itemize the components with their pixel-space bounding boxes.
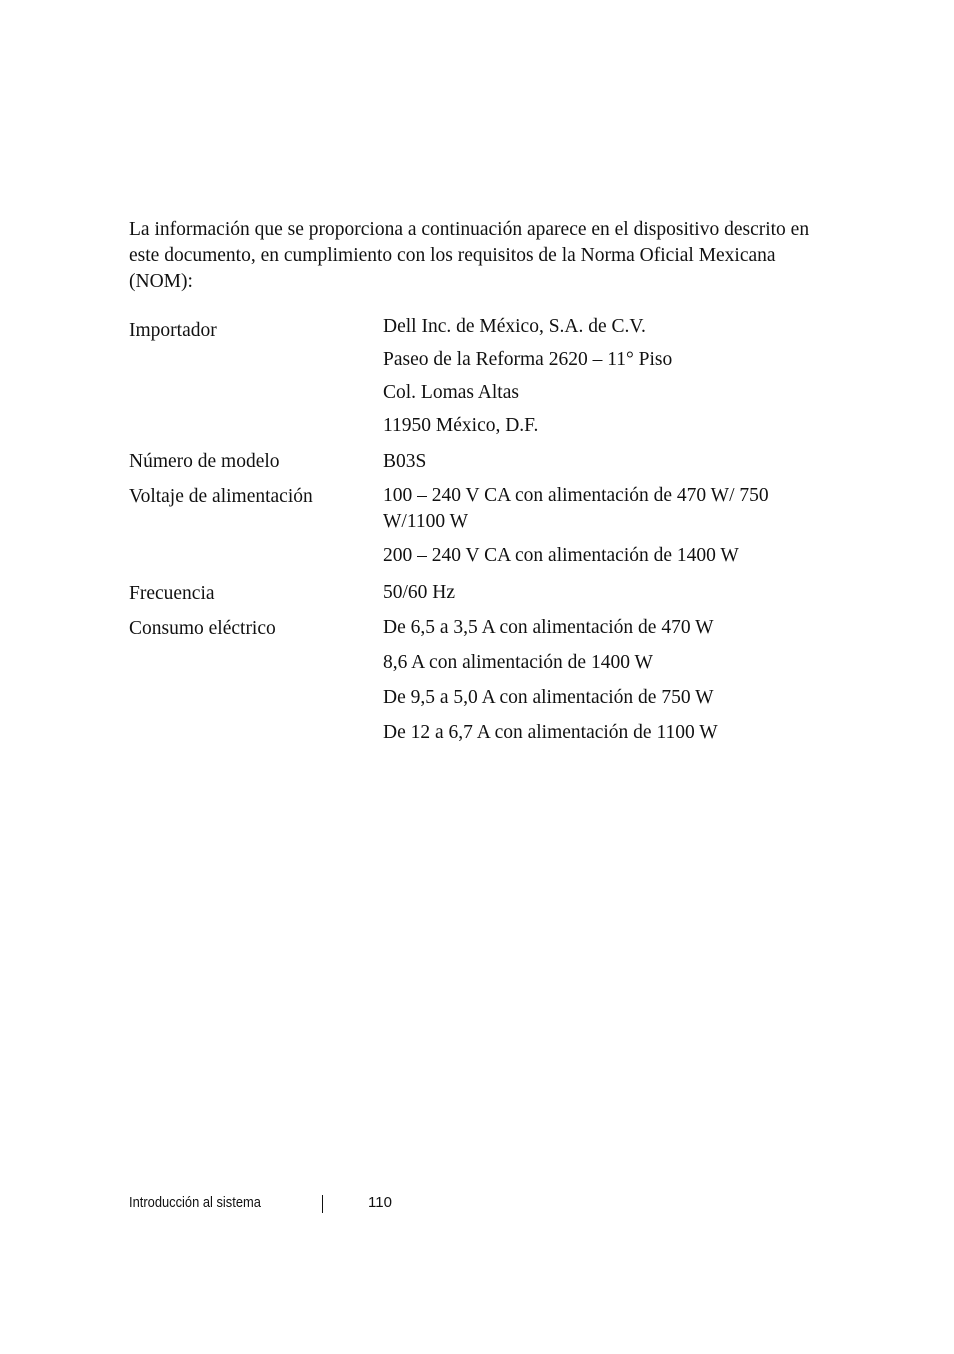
spec-value: Dell Inc. de México, S.A. de C.V. bbox=[383, 316, 646, 337]
spec-row-consumo bbox=[129, 617, 829, 760]
footer-separator bbox=[322, 1195, 323, 1213]
spec-row-importador bbox=[129, 314, 829, 456]
spec-label: Consumo eléctrico bbox=[129, 618, 276, 639]
footer-section-title: Introducción al sistema bbox=[129, 1194, 261, 1211]
spec-value: 8,6 A con alimentación de 1400 W bbox=[383, 652, 653, 673]
spec-label: Voltaje de alimentación bbox=[129, 486, 313, 507]
spec-value: Col. Lomas Altas bbox=[383, 382, 519, 403]
spec-row-voltaje bbox=[129, 485, 829, 585]
spec-value: De 9,5 a 5,0 A con alimentación de 750 W bbox=[383, 687, 714, 708]
spec-table bbox=[129, 314, 829, 760]
spec-value: Paseo de la Reforma 2620 – 11° Piso bbox=[383, 349, 673, 370]
spec-value: De 12 a 6,7 A con alimentación de 1100 W bbox=[383, 722, 718, 743]
spec-value: 100 – 240 V CA con alimentación de 470 W/ 750 W/1100 W bbox=[383, 485, 769, 532]
spec-value: 11950 México, D.F. bbox=[383, 415, 539, 436]
spec-value: B03S bbox=[383, 451, 427, 472]
spec-value: 200 – 240 V CA con alimentación de 1400 W bbox=[383, 545, 739, 566]
spec-value: De 6,5 a 3,5 A con alimentación de 470 W bbox=[383, 617, 714, 638]
spec-value: 50/60 Hz bbox=[383, 582, 456, 603]
spec-label: Número de modelo bbox=[129, 451, 280, 472]
intro-paragraph: La información que se proporciona a continuación aparece en el dispositivo descrito en este documento, en cumplimiento con los requisitos de la Norma Oficial Mexicana (NOM): bbox=[129, 219, 810, 292]
spec-label: Importador bbox=[129, 320, 217, 341]
spec-label: Frecuencia bbox=[129, 583, 215, 604]
footer-page-number: 110 bbox=[368, 1194, 392, 1211]
